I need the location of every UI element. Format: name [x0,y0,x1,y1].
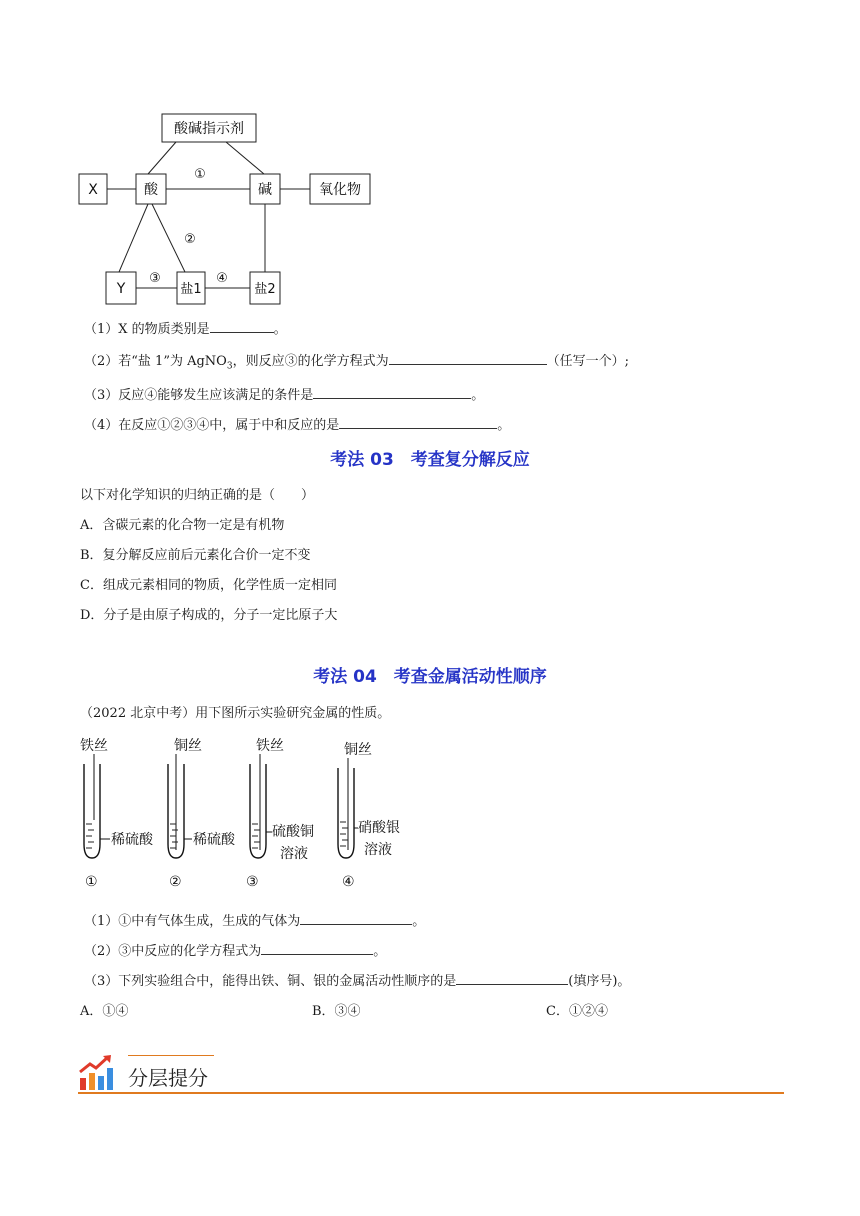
reaction-2-label: ② [184,232,196,247]
subscript-3: 3 [226,361,233,372]
choice-c[interactable]: C．①②④ [546,1004,608,1019]
reaction-3-label: ③ [149,271,161,286]
answer-blank[interactable] [261,942,373,955]
question-4 [84,414,510,433]
question-2-text: （2）若“盐 1”为 AgNO [84,354,227,369]
reaction-1-label: ① [194,167,206,182]
tube-3-solution: 硫酸铜 [272,824,314,840]
question-1-end: 。 [273,322,287,337]
question-3-end: 。 [471,388,485,403]
section-heading-03: 考法 03 考查复分解反应 [330,450,530,470]
mcq-option-d[interactable]: D．分子是由原子构成的，分子一定比原子大 [80,608,338,623]
tube-2-solution: 稀硫酸 [193,832,235,848]
experiment-intro: （2022 北京中考）用下图所示实验研究金属的性质。 [80,706,391,721]
exp-question-3 [84,970,630,989]
salt1-label: 盐1 [180,282,202,297]
chart-growth-icon [78,1054,116,1092]
tube-2-wire-label: 铜丝 [174,738,202,754]
exp-question-3-text: （3）下列实验组合中，能得出铁、铜、银的金属活动性顺序的是 [84,974,457,989]
tube-4-wire-label: 铜丝 [344,742,372,758]
tube-2-number: ② [169,874,182,890]
question-1-text: （1）X 的物质类别是 [84,322,210,337]
reaction-4-label: ④ [216,271,228,286]
question-2-mid: ，则反应③的化学方程式为 [232,354,389,369]
question-3-text: （3）反应④能够发生应该满足的条件是 [84,388,314,403]
choice-b[interactable]: B．③④ [312,1004,361,1019]
tube-3-solution-line2: 溶液 [280,846,308,862]
acid-label: 酸 [144,182,158,198]
tube-1-wire-label: 铁丝 [80,738,108,754]
mcq-option-c[interactable]: C．组成元素相同的物质，化学性质一定相同 [80,578,337,593]
tube-4-solution: 硝酸银 [358,820,400,836]
exp-question-2-end: 。 [373,944,387,959]
tube-1-solution: 稀硫酸 [111,832,153,848]
test-tube-figure [76,732,416,896]
choice-a[interactable]: A．①④ [80,1004,129,1019]
answer-blank[interactable] [339,416,497,429]
tube-3-wire-label: 铁丝 [256,738,284,754]
question-4-end: 。 [497,418,511,433]
answer-blank[interactable] [389,352,547,365]
question-1 [84,318,287,337]
answer-blank[interactable] [210,320,274,333]
answer-blank[interactable] [456,972,568,985]
salt2-label: 盐2 [254,282,276,297]
answer-blank[interactable] [313,386,471,399]
question-2 [84,350,629,372]
section-banner [78,1050,784,1096]
indicator-label: 酸碱指示剂 [174,121,244,137]
oxide-label: 氧化物 [319,182,361,198]
banner-bottom-rule [78,1092,784,1094]
mcq-option-b[interactable]: B．复分解反应前后元素化合价一定不变 [80,548,311,563]
exp-question-1-end: 。 [412,914,426,929]
tube-4-solution-line2: 溶液 [364,842,392,858]
exp-question-2 [84,940,386,959]
section-heading-04: 考法 04 考查金属活动性顺序 [313,667,547,687]
exp-question-2-text: （2）③中反应的化学方程式为 [84,944,262,959]
banner-title: 分层提分 [128,1066,208,1090]
y-label: Y [116,281,126,297]
banner-top-rule [128,1055,214,1056]
mcq-stem: 以下对化学知识的归纳正确的是（ ） [80,488,315,503]
reaction-diagram [78,112,378,308]
answer-blank[interactable] [300,912,412,925]
tube-4-number: ④ [342,874,355,890]
question-3 [84,384,484,403]
tube-3-number: ③ [246,874,259,890]
x-label: X [88,182,98,198]
mcq-option-a[interactable]: A．含碳元素的化合物一定是有机物 [80,518,285,533]
question-2-end: （任写一个）; [546,354,629,369]
question-4-text: （4）在反应①②③④中，属于中和反应的是 [84,418,340,433]
exp-question-3-end: (填序号)。 [568,974,631,989]
exp-question-1-text: （1）①中有气体生成，生成的气体为 [84,914,301,929]
tube-1-number: ① [85,874,98,890]
base-label: 碱 [258,182,272,198]
exp-question-1 [84,910,425,929]
